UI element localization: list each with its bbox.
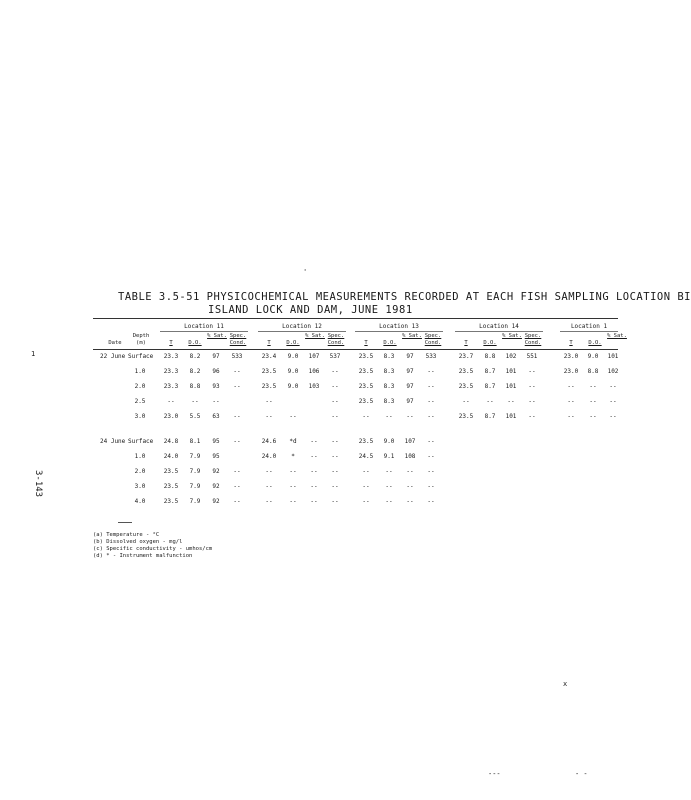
table-cell: -- [167,398,175,405]
table-cell: 102 [505,353,517,360]
table-cell: 9.0 [383,438,395,445]
table-cell: -- [462,398,470,405]
table-cell: -- [507,398,515,405]
row-depth: 3.0 [134,483,146,490]
table-cell: 93 [212,383,220,390]
column-header-sat: % Sat. [402,333,422,339]
table-cell: -- [385,413,393,420]
table-cell: 9.1 [383,453,395,460]
footnote-a: (a) Temperature - °C [93,532,160,538]
column-header-cond: Spec. Cond. [327,333,345,346]
table-cell: 8.7 [484,383,496,390]
column-header-cond: Spec. Cond. [424,333,442,346]
table-cell: -- [385,498,393,505]
table-cell: 533 [425,353,437,360]
table-cell: -- [331,438,339,445]
table-cell: -- [233,498,241,505]
table-cell: * [291,453,295,460]
table-cell: -- [362,498,370,505]
table-cell: 8.3 [383,368,395,375]
table-cell: 24.0 [261,453,277,460]
group-rule-11 [160,331,248,332]
footnote-c: (c) Specific conductivity - umhos/cm [93,546,213,552]
table-cell: -- [385,483,393,490]
row-depth: 3.0 [134,413,146,420]
table-cell: 23.5 [358,383,374,390]
column-header-t: T [569,340,573,346]
table-cell: -- [427,438,435,445]
table-cell: 5.5 [189,413,201,420]
table-cell: 23.5 [458,383,474,390]
column-header-do: D.O. [286,340,300,346]
table-cell: 92 [212,468,220,475]
row-depth: Surface [128,438,154,445]
table-title: TABLE 3.5-51 PHYSICOCHEMICAL MEASUREMENTS RECORDED AT EACH FISH SAMPLING LOCATION BI [118,291,691,303]
table-cell: 23.5 [358,353,374,360]
table-cell: -- [427,498,435,505]
table-cell: 107 [404,438,416,445]
table-cell: 8.1 [189,438,201,445]
table-cell: 8.3 [383,383,395,390]
table-cell: -- [233,438,241,445]
table-cell: -- [331,383,339,390]
table-cell: 23.5 [261,383,277,390]
table-cell: 95 [212,453,220,460]
location-group-1x: Location 1 [570,323,608,330]
table-cell: 9.0 [587,353,599,360]
table-cell: 97 [212,353,220,360]
table-cell: 9.0 [287,368,299,375]
table-cell: -- [567,398,575,405]
table-cell: -- [609,398,617,405]
table-cell: -- [331,413,339,420]
table-cell: 23.0 [563,353,579,360]
page-side-label: 3-143 [33,470,43,498]
table-cell: 97 [406,383,414,390]
table-cell: 23.5 [163,483,179,490]
column-header-cond: Spec. Cond. [229,333,247,346]
table-cell: 24.5 [358,453,374,460]
footnote-d: (d) * - Instrument malfunction [93,553,193,559]
table-cell: -- [362,483,370,490]
table-cell: -- [265,398,273,405]
header-bottom-rule [93,349,618,350]
table-cell: 9.0 [287,353,299,360]
table-cell: 23.3 [163,353,179,360]
table-cell: 23.5 [458,413,474,420]
table-cell: 23.5 [458,368,474,375]
header-date: Date [108,340,122,346]
table-cell: 8.8 [189,383,201,390]
stray-mark: 1 [31,350,36,358]
stray-mark: - - [575,770,588,778]
table-cell: -- [406,498,414,505]
table-cell: 97 [406,353,414,360]
table-cell: 97 [406,368,414,375]
table-cell: 8.7 [484,413,496,420]
table-cell: -- [609,383,617,390]
table-cell: 101 [505,368,517,375]
table-cell: 9.0 [287,383,299,390]
table-cell: 96 [212,368,220,375]
table-cell: -- [427,468,435,475]
location-group-13: Location 13 [379,323,419,330]
table-cell: -- [233,368,241,375]
table-cell: -- [589,413,597,420]
table-cell: 106 [308,368,320,375]
table-cell: 97 [406,398,414,405]
table-cell: -- [289,483,297,490]
table-cell: -- [609,413,617,420]
table-cell: 8.3 [383,398,395,405]
table-cell: -- [265,498,273,505]
table-cell: 23.5 [261,368,277,375]
row-depth: 2.0 [134,383,146,390]
table-cell: 8.2 [189,368,201,375]
table-cell: 24.0 [163,453,179,460]
group-rule-12 [258,331,346,332]
table-cell: -- [310,453,318,460]
table-cell: 24.8 [163,438,179,445]
row-date: 24 June [100,438,126,445]
column-header-do: D.O. [483,340,497,346]
row-depth: 2.5 [134,398,146,405]
table-cell: 23.5 [358,438,374,445]
table-cell: 23.0 [163,413,179,420]
table-cell: -- [331,498,339,505]
table-cell: -- [331,483,339,490]
table-cell: 537 [329,353,341,360]
row-depth: 4.0 [134,498,146,505]
table-cell: -- [233,383,241,390]
table-cell: -- [310,483,318,490]
table-cell: 533 [231,353,243,360]
table-cell: -- [233,483,241,490]
table-cell: -- [528,413,536,420]
table-cell: -- [427,398,435,405]
table-cell: 551 [526,353,538,360]
column-header-t: T [364,340,368,346]
table-cell: -- [331,453,339,460]
column-header-do: D.O. [188,340,202,346]
table-cell: -- [233,468,241,475]
table-cell: -- [528,383,536,390]
table-cell: -- [427,413,435,420]
table-cell: 8.8 [587,368,599,375]
group-rule-14 [455,331,543,332]
table-cell: -- [385,468,393,475]
table-cell: -- [265,413,273,420]
row-depth: Surface [128,353,154,360]
table-cell: 23.3 [163,368,179,375]
table-cell: -- [310,498,318,505]
table-cell: 108 [404,453,416,460]
table-cell: -- [265,483,273,490]
table-cell: -- [589,398,597,405]
table-cell: 101 [607,353,619,360]
table-top-rule [93,318,618,319]
table-cell: -- [567,383,575,390]
column-header-do: D.O. [588,340,602,346]
table-cell: -- [362,468,370,475]
table-cell: 92 [212,483,220,490]
table-cell: -- [427,383,435,390]
table-cell: -- [528,368,536,375]
row-date: 22 June [100,353,126,360]
table-subtitle: ISLAND LOCK AND DAM, JUNE 1981 [208,304,413,316]
column-header-t: T [464,340,468,346]
location-group-12: Location 12 [282,323,322,330]
footnote-b: (b) Dissolved oxygen - mg/l [93,539,183,545]
table-cell: -- [191,398,199,405]
table-cell: 8.3 [383,353,395,360]
table-cell: -- [331,398,339,405]
table-cell: 23.5 [163,498,179,505]
column-header-t: T [169,340,173,346]
column-header-cond: Spec. Cond. [524,333,542,346]
table-cell: -- [265,468,273,475]
table-cell: -- [212,398,220,405]
row-depth: 1.0 [134,453,146,460]
column-header-sat: % Sat. [305,333,325,339]
table-cell: 8.8 [484,353,496,360]
group-rule-1x [560,331,618,332]
table-cell: 92 [212,498,220,505]
table-cell: -- [331,368,339,375]
table-cell: 7.9 [189,453,201,460]
table-cell: -- [427,453,435,460]
table-cell: 8.2 [189,353,201,360]
stray-mark: ' [303,268,308,276]
location-group-14: Location 14 [479,323,519,330]
table-cell: -- [310,438,318,445]
footnote-rule [118,522,132,523]
stray-mark: x [563,680,568,688]
table-cell: 23.4 [261,353,277,360]
table-cell: -- [406,483,414,490]
table-cell: 23.3 [163,383,179,390]
table-cell: -- [486,398,494,405]
table-cell: -- [289,468,297,475]
table-cell: -- [589,383,597,390]
table-cell: -- [289,498,297,505]
table-cell: 63 [212,413,220,420]
row-depth: 2.0 [134,468,146,475]
stray-mark: --- [488,770,501,778]
table-cell: 7.9 [189,468,201,475]
column-header-sat: % Sat. [502,333,522,339]
table-cell: -- [362,413,370,420]
table-cell: -- [331,468,339,475]
table-cell: -- [427,368,435,375]
table-cell: -- [406,468,414,475]
table-cell: 95 [212,438,220,445]
table-cell: 103 [308,383,320,390]
table-cell: 8.7 [484,368,496,375]
table-cell: -- [289,413,297,420]
table-cell: 24.6 [261,438,277,445]
table-cell: 23.5 [163,468,179,475]
table-cell: 23.7 [458,353,474,360]
group-rule-13 [355,331,443,332]
table-cell: 107 [308,353,320,360]
table-cell: 101 [505,413,517,420]
column-header-sat: % Sat. [207,333,227,339]
table-cell: 23.5 [358,398,374,405]
table-cell: 23.0 [563,368,579,375]
table-cell: -- [528,398,536,405]
table-cell: 101 [505,383,517,390]
table-cell: -- [567,413,575,420]
table-cell: *d [289,438,297,445]
table-cell: -- [233,413,241,420]
table-cell: -- [406,413,414,420]
location-group-11: Location 11 [184,323,224,330]
table-cell: 102 [607,368,619,375]
column-header-do: D.O. [383,340,397,346]
column-header-sat: % Sat. [607,333,627,339]
table-cell: -- [427,483,435,490]
table-cell: 7.9 [189,498,201,505]
table-cell: 23.5 [358,368,374,375]
table-cell: 7.9 [189,483,201,490]
table-cell: -- [310,468,318,475]
column-header-t: T [267,340,271,346]
header-depth: Depth (m) [132,333,150,346]
row-depth: 1.0 [134,368,146,375]
